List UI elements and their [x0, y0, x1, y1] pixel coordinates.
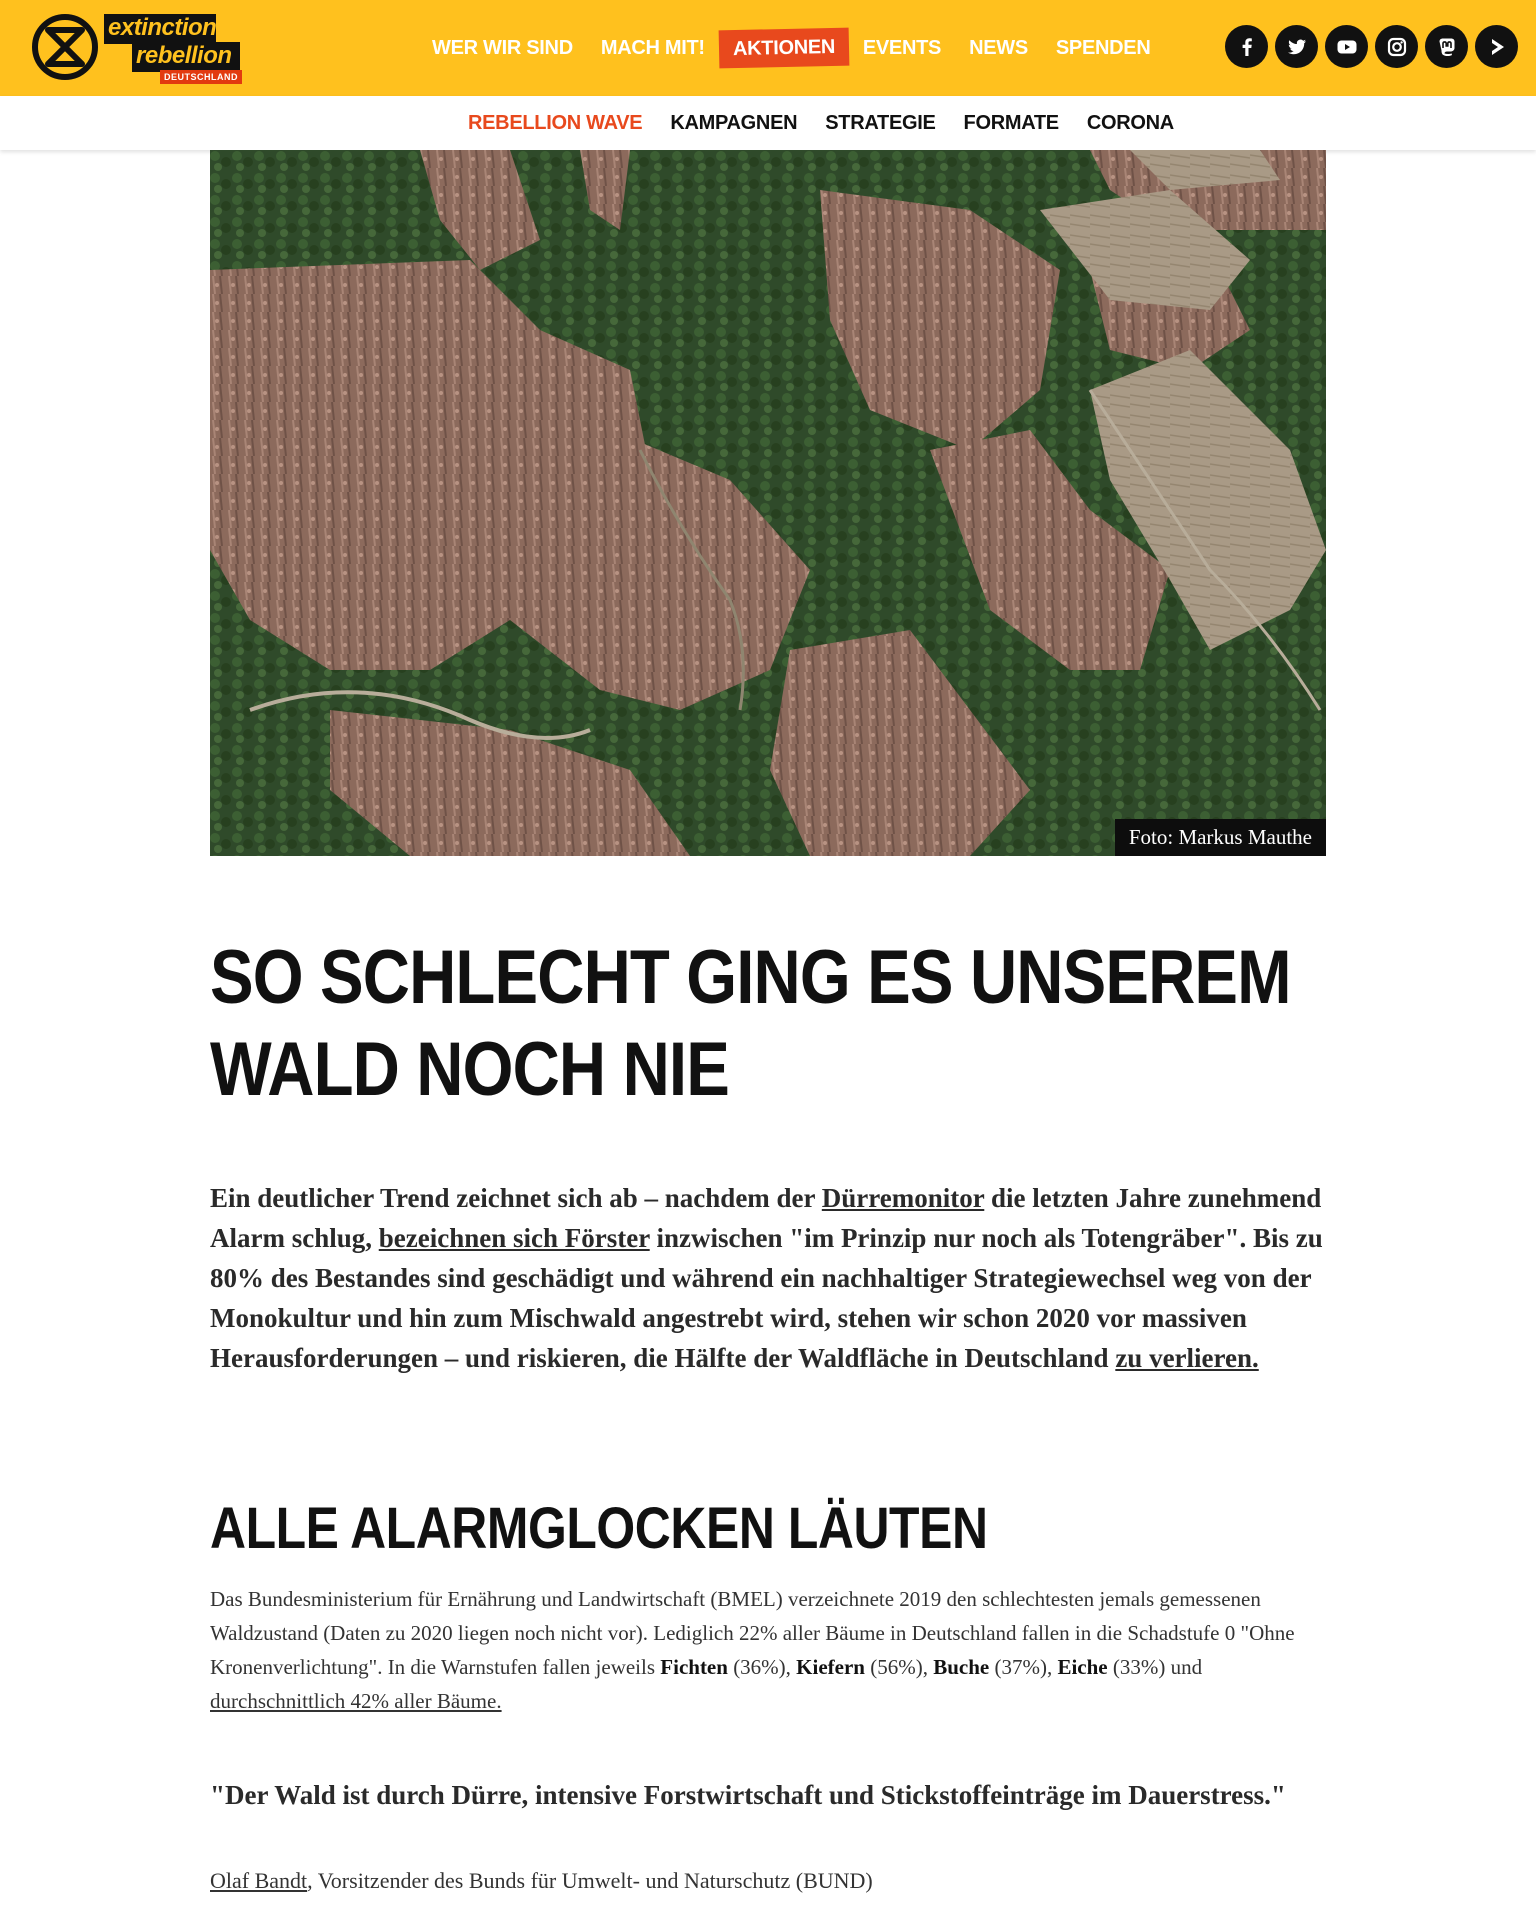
social-links: [1225, 25, 1518, 68]
top-header: [0, 0, 1536, 96]
subnav-item-kampagnen[interactable]: KAMPAGNEN: [670, 112, 798, 134]
body-text-1: Das Bundesministerium für Ernährung und Landwirtschaft (BMEL) verzeichnete 2019 den schlechtesten jemals gemessenen Waldzustand (Daten zu 2020 liegen noch nicht vor). Lediglich 22% aller Bäume in Deutschland fallen in die Schadstufe 0 "Ohne Kronenverlichtung". In die Warnstufen fallen jeweils: [210, 1587, 1295, 1679]
link-duerremonitor[interactable]: Dürremonitor: [821, 1183, 985, 1213]
photo-credit: Foto: Markus Mauthe: [1115, 819, 1326, 856]
lead-text-2: die letzten Jahre zunehmend Alarm schlug,: [210, 1183, 1322, 1253]
logo-wordmark: [104, 14, 242, 82]
link-olaf-bandt[interactable]: Olaf Bandt: [210, 1868, 308, 1893]
lead-text-3: inzwischen "im Prinzip nur noch als Totengräber". Bis zu 80% des Bestandes sind geschädigt und während ein nachhaltiger Strategiewechsel weg von der Monokultur und hin zum Mischwald angestrebt wird, stehen wir schon 2020 vor massiven Herausforderungen – und riskieren, die Hälfte der Waldfläche in Deutschland: [210, 1223, 1323, 1373]
site-logo[interactable]: [30, 10, 242, 86]
extinction-symbol-icon: [30, 12, 100, 82]
logo-line-1: extinction: [104, 14, 216, 44]
youtube-icon[interactable]: [1325, 25, 1368, 68]
lead-text-1: Ein deutlicher Trend zeichnet sich ab – nachdem der: [210, 1183, 822, 1213]
subnav-item-formate[interactable]: FORMATE: [963, 112, 1059, 134]
twitter-icon[interactable]: [1275, 25, 1318, 68]
pull-quote: "Der Wald ist durch Dürre, intensive Forstwirtschaft und Stickstoffeinträge im Dauerstress.": [210, 1780, 1286, 1810]
main-nav: [418, 28, 1164, 68]
sub-header: [0, 96, 1536, 150]
bold-buche: Buche: [933, 1655, 990, 1679]
nav-item-spenden[interactable]: SPENDEN: [1055, 37, 1151, 59]
quote-attribution: [210, 1866, 1326, 1896]
link-zu-verlieren[interactable]: zu verlieren.: [1115, 1343, 1259, 1373]
nav-item-mach-mit[interactable]: MACH MIT!: [600, 37, 705, 59]
nav-item-news[interactable]: NEWS: [969, 37, 1028, 59]
body-text-4: (37%),: [989, 1655, 1058, 1679]
facebook-icon[interactable]: [1225, 25, 1268, 68]
bold-kiefern: Kiefern: [796, 1655, 865, 1679]
nav-item-aktionen[interactable]: AKTIONEN: [718, 28, 849, 69]
subnav-item-rebellion-wave[interactable]: REBELLION WAVE: [468, 112, 643, 134]
nav-item-wer-wir-sind[interactable]: WER WIR SIND: [432, 37, 573, 59]
nav-item-events[interactable]: EVENTS: [862, 37, 942, 59]
attribution-text: , Vorsitzender des Bunds für Umwelt- und Naturschutz (BUND): [307, 1868, 873, 1893]
subnav-item-strategie[interactable]: STRATEGIE: [825, 112, 936, 134]
forest-aerial-photo: [210, 150, 1326, 856]
sub-nav: [454, 110, 1188, 136]
bold-fichten: Fichten: [660, 1655, 728, 1679]
link-foerster[interactable]: bezeichnen sich Förster: [378, 1223, 650, 1253]
section-title: ALLE ALARMGLOCKEN LÄUTEN: [210, 1496, 988, 1561]
title-line-1: SO SCHLECHT GING ES UNSEREM: [210, 935, 1291, 1020]
section-body: [210, 1582, 1326, 1718]
body-text-5: (33%) und: [1107, 1655, 1203, 1679]
body-text-3: (56%),: [864, 1655, 934, 1679]
instagram-icon[interactable]: [1375, 25, 1418, 68]
logo-subtitle: DEUTSCHLAND: [160, 70, 242, 84]
hero-image: [210, 150, 1326, 856]
body-text-2: (36%),: [727, 1655, 797, 1679]
page-title: [210, 932, 1328, 1116]
subnav-item-corona[interactable]: CORONA: [1086, 112, 1174, 134]
bold-eiche: Eiche: [1057, 1655, 1108, 1679]
mastodon-icon[interactable]: [1425, 25, 1468, 68]
logo-line-2: rebellion: [132, 42, 240, 72]
peertube-icon[interactable]: [1475, 25, 1518, 68]
title-line-2: WALD NOCH NIE: [210, 1027, 729, 1112]
link-durchschnitt[interactable]: durchschnittlich 42% aller Bäume.: [210, 1689, 502, 1713]
article-lead: [210, 1178, 1326, 1378]
